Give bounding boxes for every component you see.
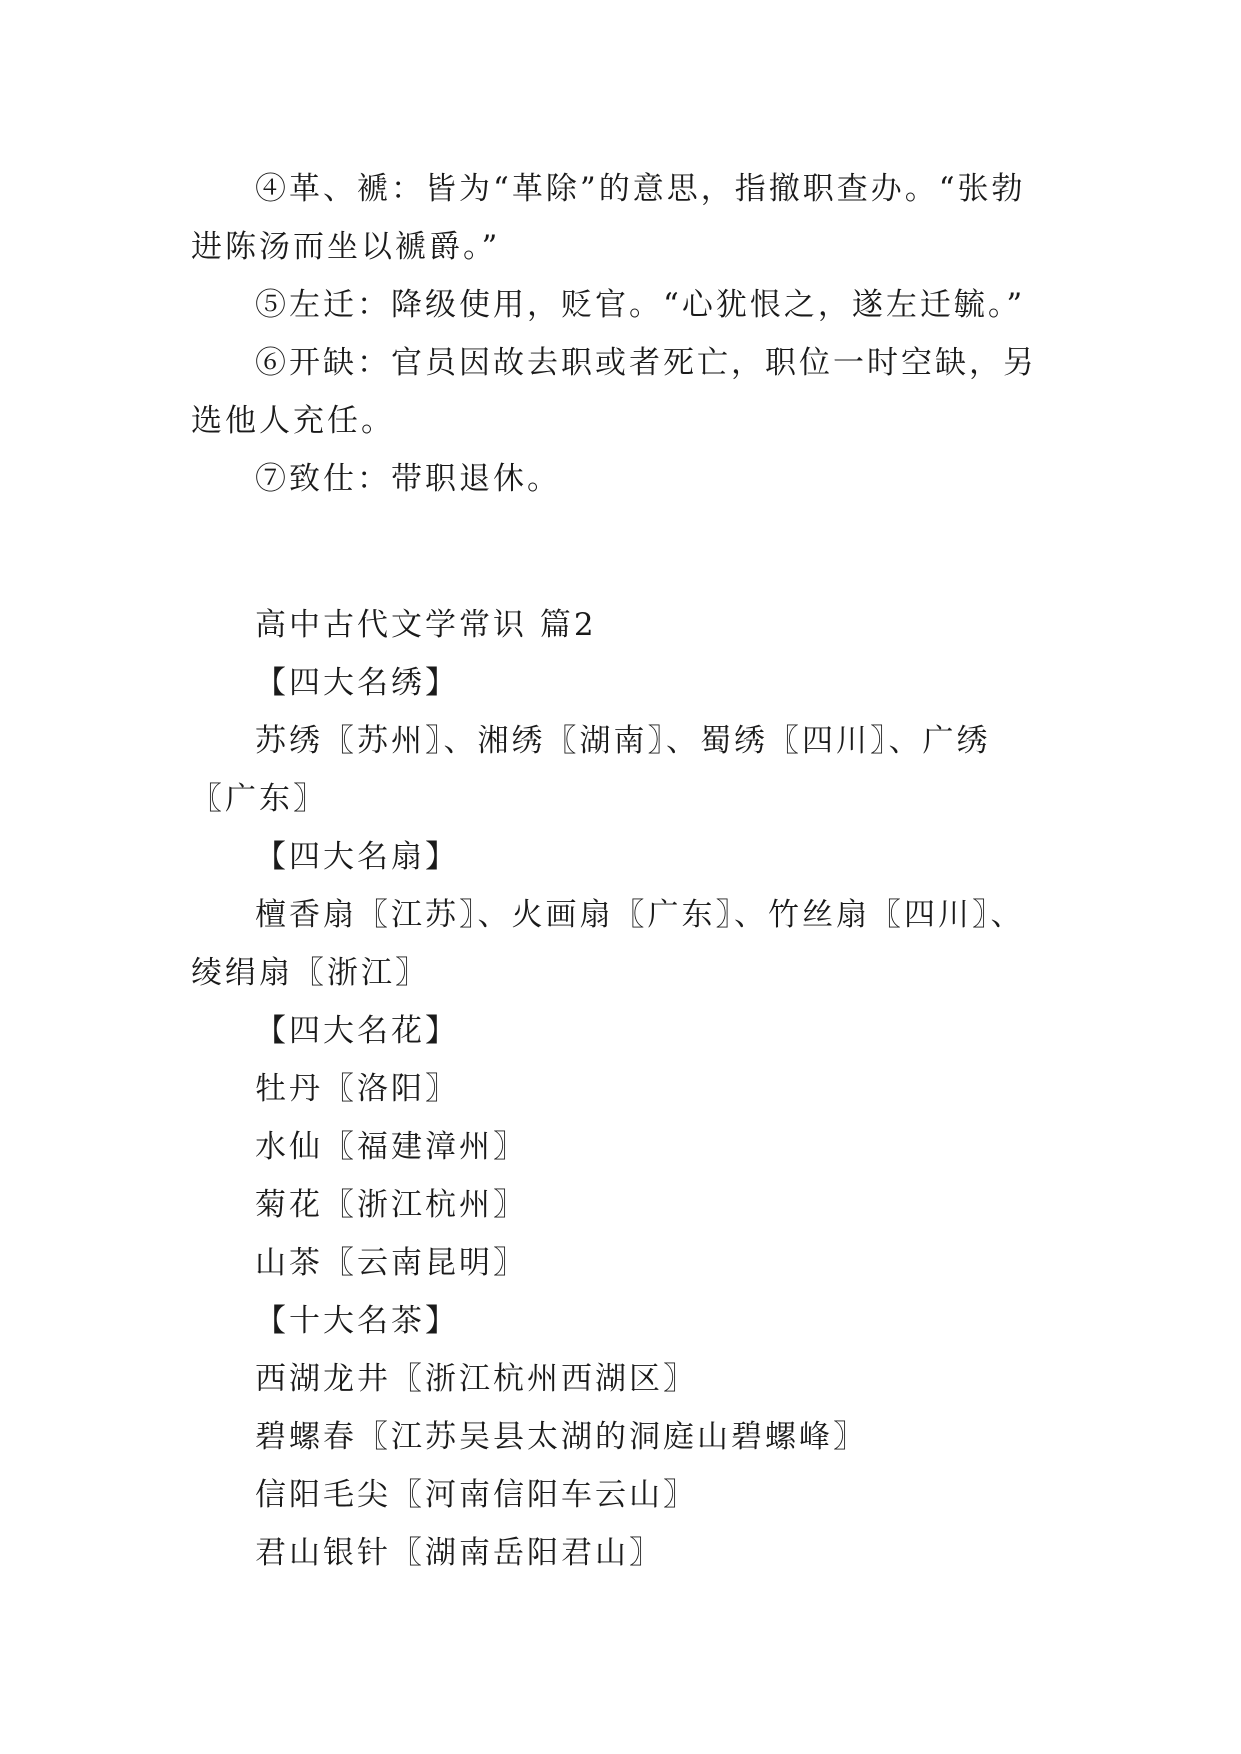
list-item-camellia: 山茶〖云南昆明〗 [255,1245,527,1281]
paragraph-fans: 檀香扇〖江苏〗、火画扇〖广东〗、竹丝扇〖四川〗、绫绢扇〖浙江〗 [191,897,1025,991]
list-item-xinyang-maojian: 信阳毛尖〖河南信阳车云山〗 [255,1477,697,1513]
paragraph-kai-que: ⑥开缺：官员因故去职或者死亡，职位一时空缺，另选他人充任。 [191,345,1037,439]
list-item-peony: 牡丹〖洛阳〗 [255,1071,459,1107]
heading-ten-teas: 【十大名茶】 [255,1303,459,1339]
paragraph-zuo-qian: ⑤左迁：降级使用，贬官。“心犹恨之，遂左迁毓。” [255,287,1026,323]
list-item-biluochun: 碧螺春〖江苏吴县太湖的洞庭山碧螺峰〗 [255,1419,867,1455]
list-item-narcissus: 水仙〖福建漳州〗 [255,1129,527,1165]
heading-four-embroideries: 【四大名绣】 [255,665,459,701]
section-title: 高中古代文学常识 篇2 [255,607,597,643]
heading-four-flowers: 【四大名花】 [255,1013,459,1049]
list-item-junshan-yinzhen: 君山银针〖湖南岳阳君山〗 [255,1535,663,1571]
list-item-chrysanthemum: 菊花〖浙江杭州〗 [255,1187,527,1223]
list-item-longjing: 西湖龙井〖浙江杭州西湖区〗 [255,1361,697,1397]
heading-four-fans: 【四大名扇】 [255,839,459,875]
paragraph-embroideries: 苏绣〖苏州〗、湘绣〖湖南〗、蜀绣〖四川〗、广绣〖广东〗 [191,723,991,817]
document-body [191,160,1049,1582]
paragraph-ge-chi: ④革、褫：皆为“革除”的意思，指撤职查办。“张勃进陈汤而坐以褫爵。” [191,171,1026,265]
paragraph-zhi-shi: ⑦致仕：带职退休。 [255,461,561,497]
section-spacer [191,508,1049,596]
